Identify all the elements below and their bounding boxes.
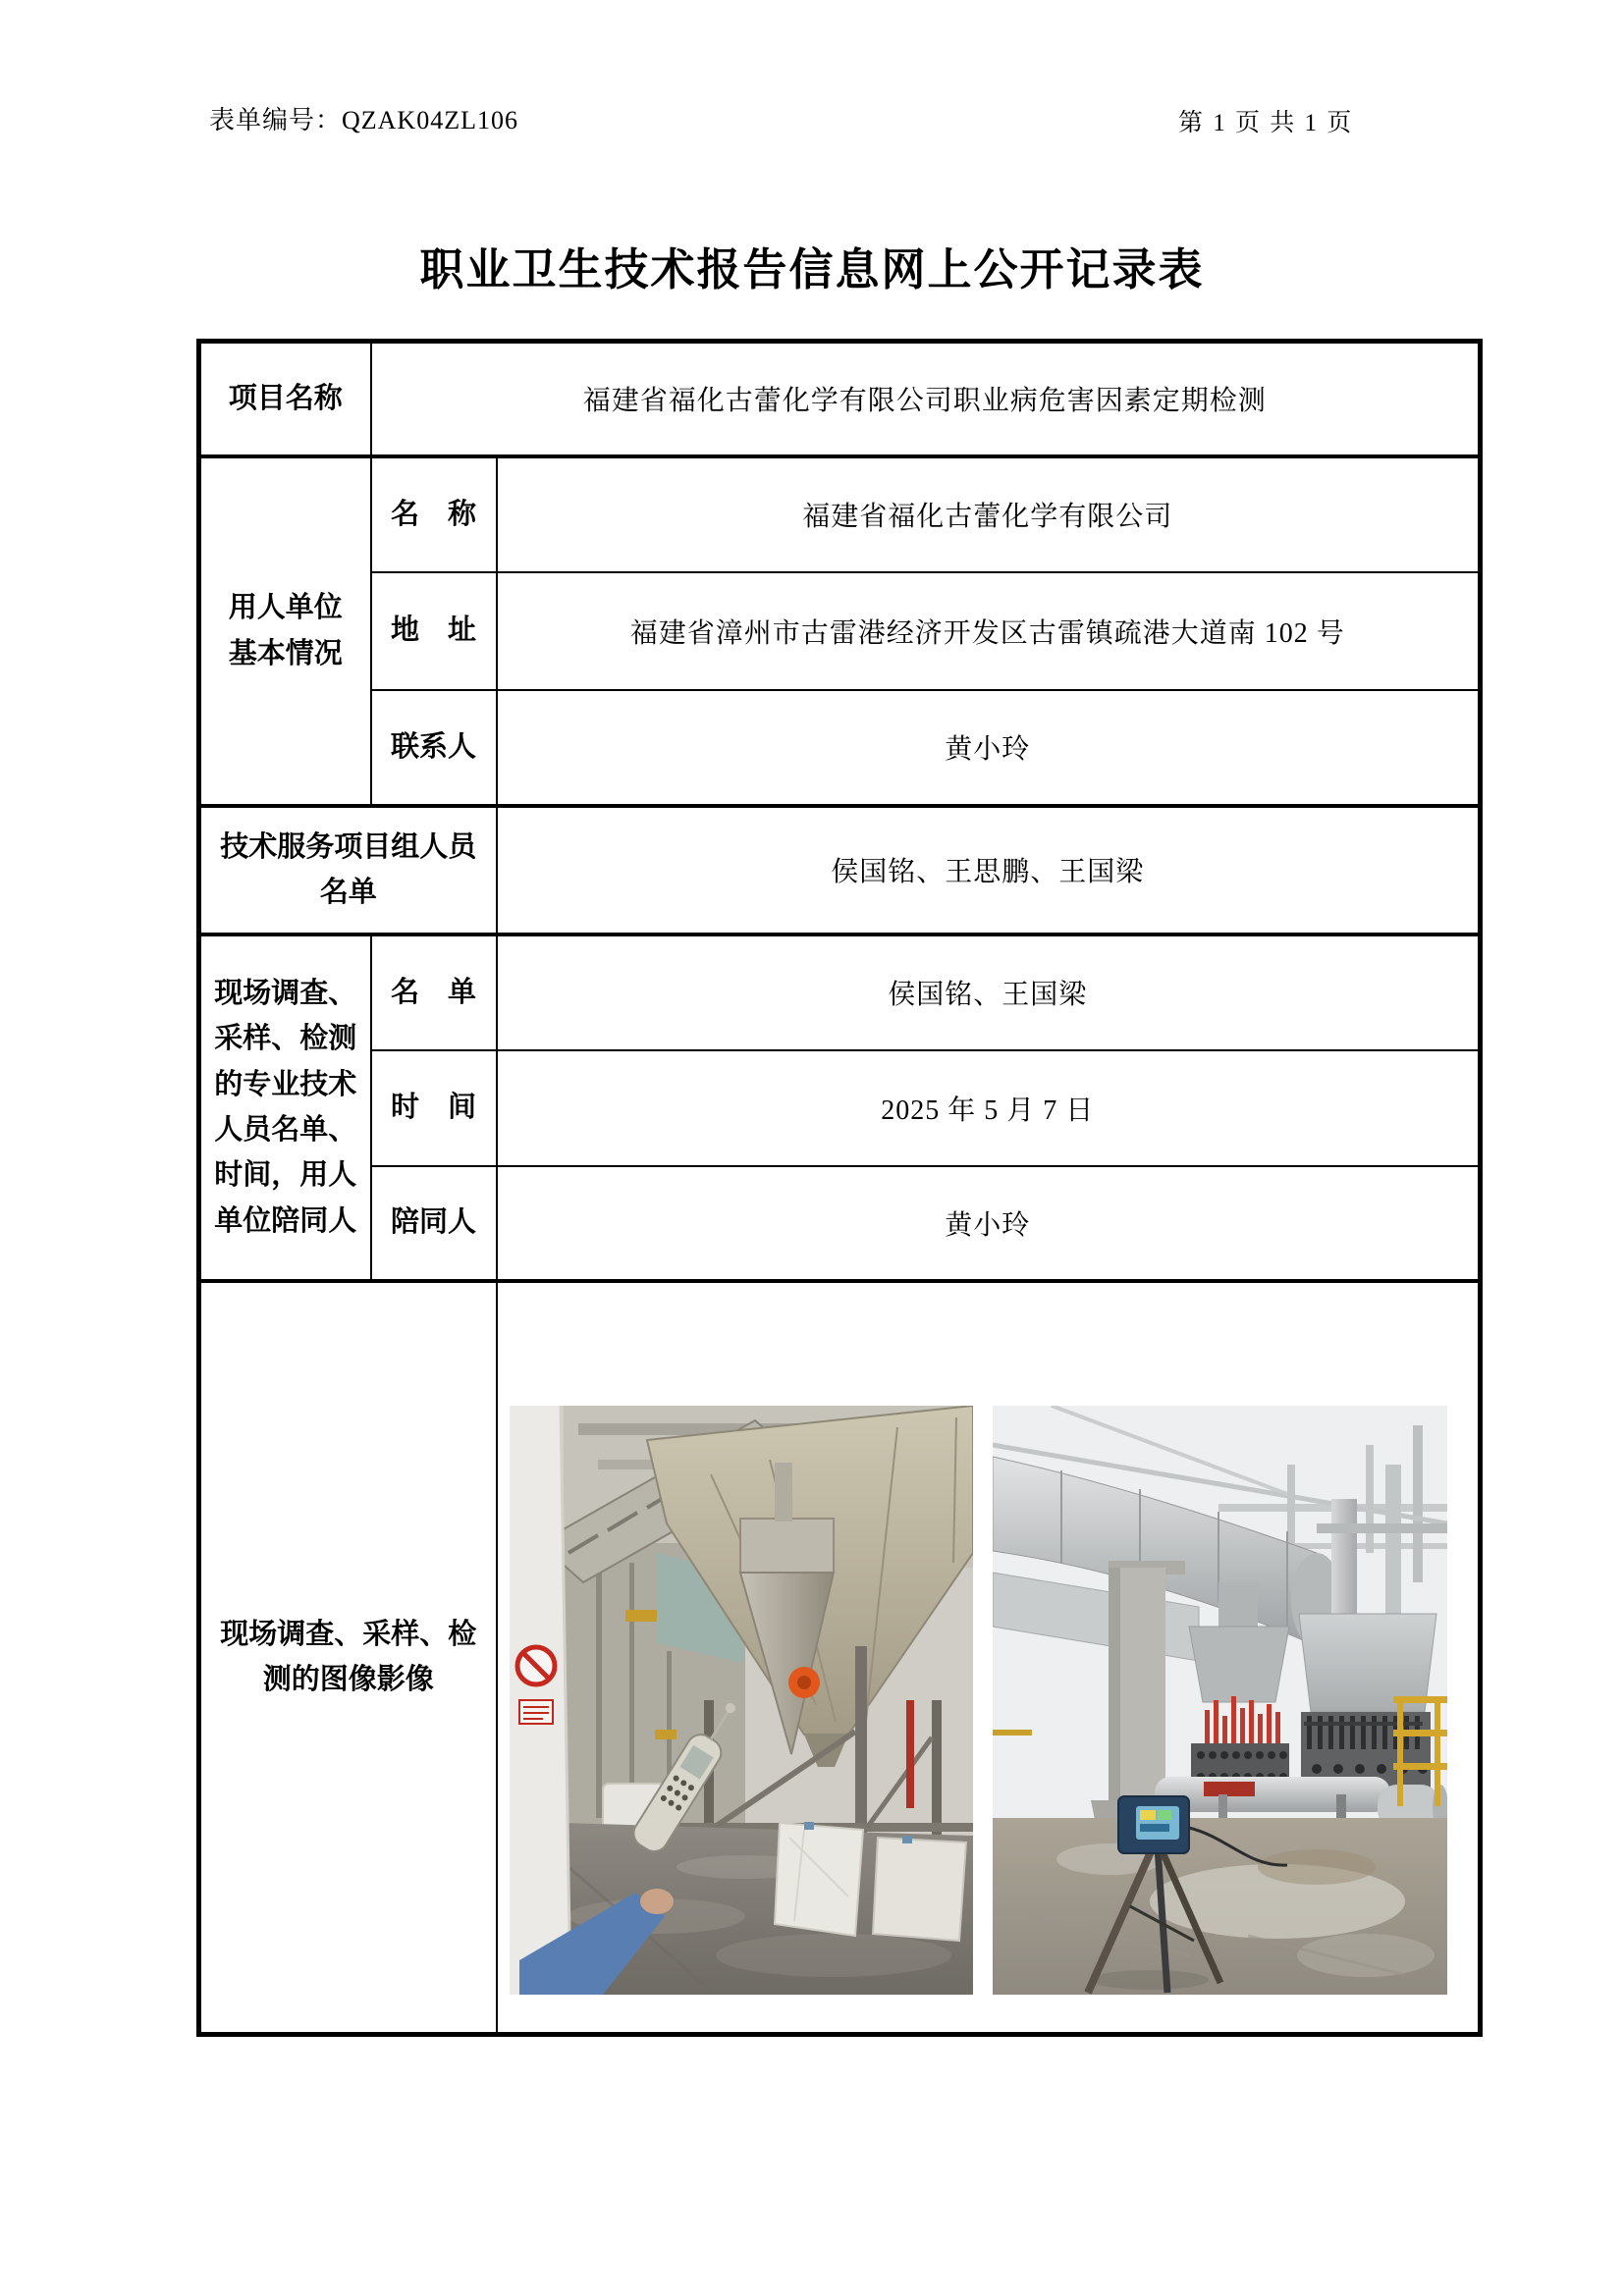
field-section-label: 现场调查、采样、检测的专业技术人员名单、时间，用人单位陪同人 — [199, 934, 371, 1281]
page-indicator: 第 1 页 共 1 页 — [1178, 110, 1354, 136]
employer-address-value: 福建省漳州市古雷港经济开发区古雷镇疏港大道南 102 号 — [497, 572, 1481, 690]
row-tech-team — [199, 806, 1481, 934]
field-roster-label: 名 单 — [371, 934, 497, 1050]
field-roster-value: 侯国铭、王国梁 — [497, 934, 1481, 1050]
employer-name-value: 福建省福化古蕾化学有限公司 — [497, 456, 1481, 572]
site-photo-outdoor-measurement — [993, 1406, 1447, 1995]
field-escort-value: 黄小玲 — [497, 1166, 1481, 1281]
page-title: 职业卫生技术报告信息网上公开记录表 — [419, 244, 1205, 294]
field-escort-label: 陪同人 — [371, 1166, 497, 1281]
employer-section-label: 用人单位基本情况 — [199, 456, 371, 806]
site-photo-indoor-measurement — [510, 1406, 973, 1995]
project-name-value: 福建省福化古蕾化学有限公司职业病危害因素定期检测 — [371, 342, 1481, 456]
employer-contact-value: 黄小玲 — [497, 690, 1481, 806]
row-field-escort — [199, 1166, 1481, 1281]
row-project-name — [199, 342, 1481, 456]
field-time-label: 时 间 — [371, 1050, 497, 1166]
employer-address-label: 地 址 — [371, 572, 497, 690]
row-field-time — [199, 1050, 1481, 1166]
site-images-cell — [497, 1281, 1481, 2035]
row-site-images — [199, 1281, 1481, 2035]
project-name-label: 项目名称 — [199, 342, 371, 456]
tech-team-value: 侯国铭、王思鹏、王国梁 — [497, 806, 1481, 934]
employer-contact-label: 联系人 — [371, 690, 497, 806]
field-time-value: 2025 年 5 月 7 日 — [497, 1050, 1481, 1166]
tech-team-label: 技术服务项目组人员名单 — [199, 806, 497, 934]
photo-row — [498, 1319, 1479, 1995]
site-images-label: 现场调查、采样、检测的图像影像 — [199, 1281, 497, 2035]
row-field-roster — [199, 934, 1481, 1050]
row-employer-contact — [199, 690, 1481, 806]
form-number: 表单编号：QZAK04ZL106 — [209, 106, 518, 134]
outdoor-photo-illustration — [993, 1406, 1447, 1995]
indoor-photo-illustration — [510, 1406, 973, 1995]
row-employer-address — [199, 572, 1481, 690]
record-table — [196, 339, 1483, 2037]
row-employer-name — [199, 456, 1481, 572]
employer-name-label: 名 称 — [371, 456, 497, 572]
